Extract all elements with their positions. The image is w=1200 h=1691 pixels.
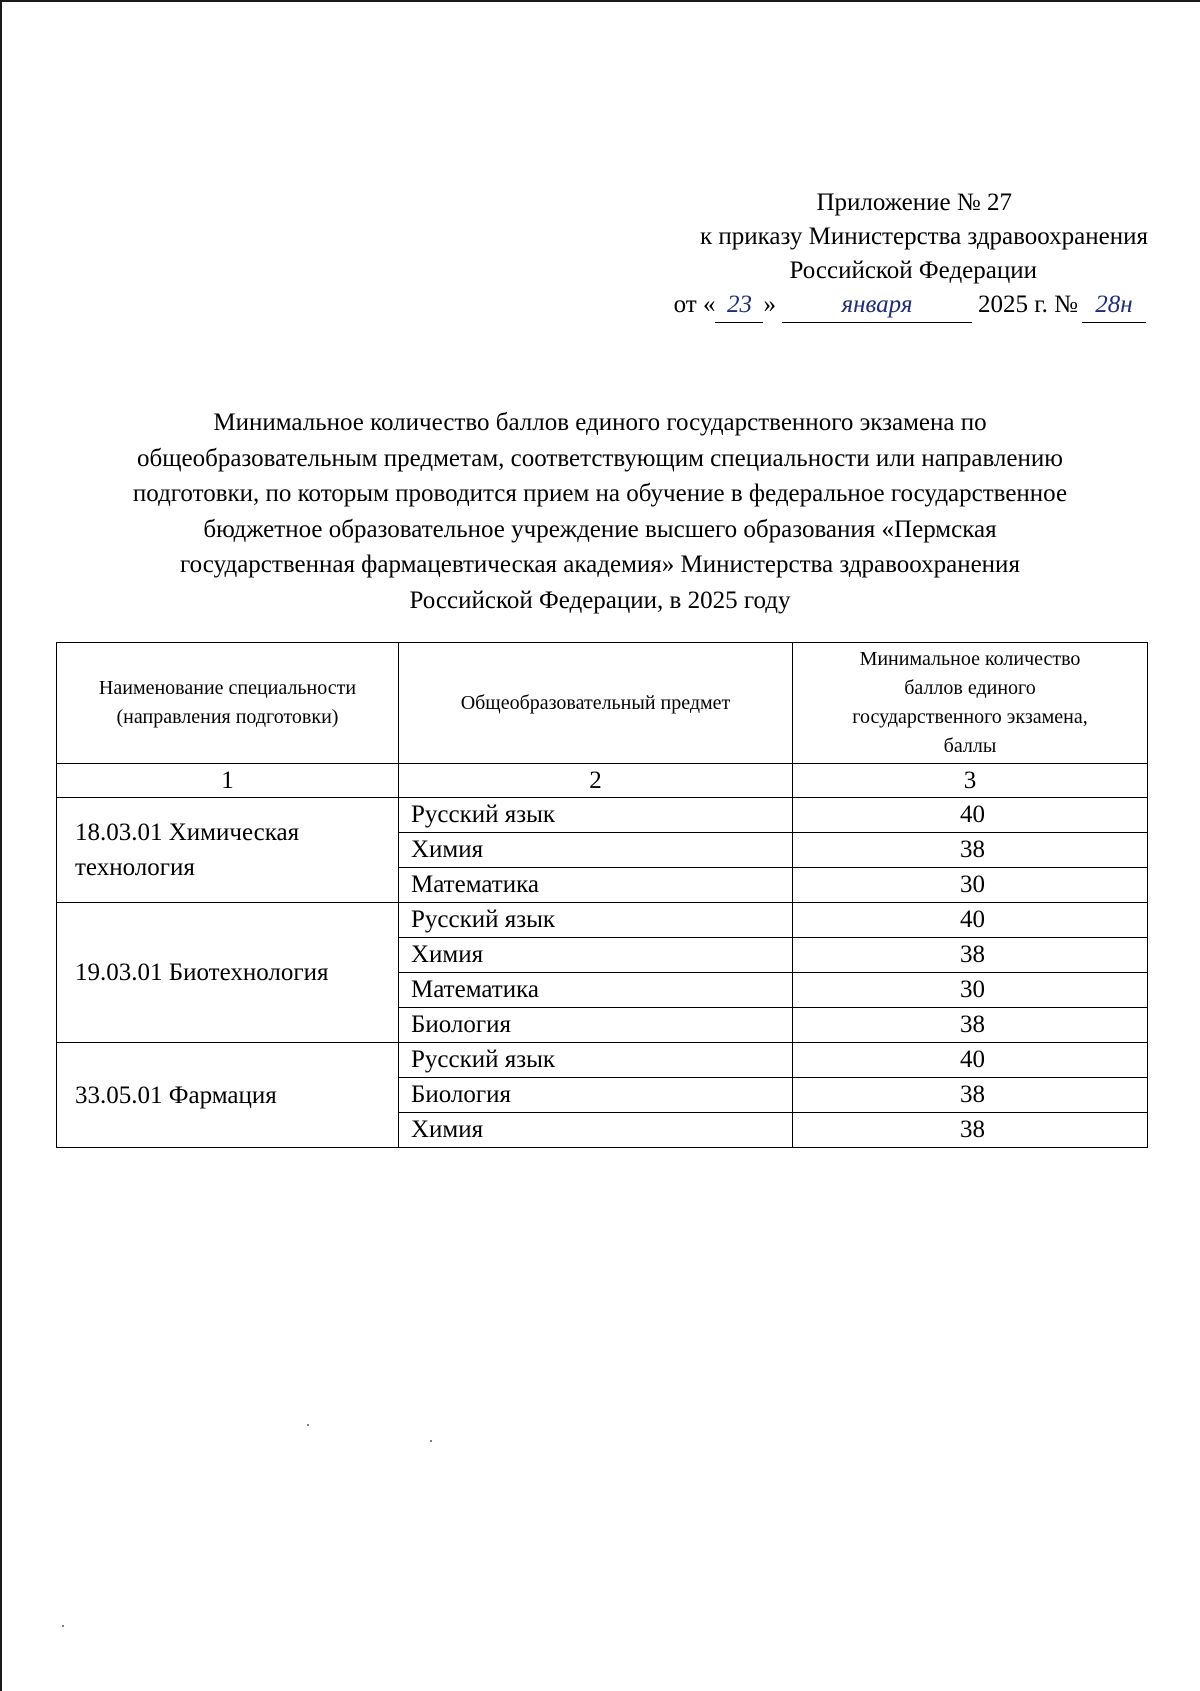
header-specialty-line: (направления подготовки) <box>116 706 339 728</box>
column-number: 3 <box>793 764 1148 798</box>
header-specialty-line: Наименование специальности <box>98 677 357 699</box>
header-min-score-line: государственного экзамена, <box>852 706 1088 728</box>
table-row <box>57 903 1148 938</box>
document-title <box>60 405 1140 618</box>
score-cell: 40 <box>793 798 1148 833</box>
subject-cell: Русский язык <box>399 903 793 938</box>
title-line: общеобразовательным предметам, соответствующим специальности или направлению <box>137 444 1063 472</box>
date-year: 2025 г. № <box>977 291 1078 318</box>
scan-speck <box>307 1424 309 1426</box>
handwritten-month-text: января <box>841 291 913 318</box>
handwritten-order-number <box>1082 288 1146 323</box>
score-cell: 38 <box>793 938 1148 973</box>
specialty-cell: 33.05.01 Фармация <box>57 1043 399 1148</box>
score-cell: 38 <box>793 1113 1148 1148</box>
score-cell: 38 <box>793 833 1148 868</box>
date-prefix: от « <box>673 291 716 318</box>
title-line: Минимальное количество баллов единого государственного экзамена по <box>213 409 987 436</box>
score-cell: 38 <box>793 1008 1148 1043</box>
handwritten-day <box>715 288 763 323</box>
order-date-line <box>600 288 1160 323</box>
header-subject: Общеобразовательный предмет <box>399 643 793 764</box>
score-table <box>56 642 1148 1148</box>
score-cell: 40 <box>793 1043 1148 1078</box>
title-line: государственная фармацевтическая академия» Министерства здравоохранения <box>180 551 1020 578</box>
subject-cell: Математика <box>399 973 793 1008</box>
scan-speck <box>430 1440 432 1442</box>
subject-cell: Химия <box>399 833 793 868</box>
handwritten-day-text: 23 <box>726 291 752 318</box>
subject-cell: Русский язык <box>399 798 793 833</box>
header-min-score-line: Минимальное количество <box>859 648 1081 670</box>
order-reference: к приказу Министерства здравоохранения <box>699 223 1148 250</box>
subject-cell: Химия <box>399 938 793 973</box>
date-quote-close: » <box>763 291 776 318</box>
header-min-score-line: баллы <box>943 735 997 757</box>
subject-cell: Биология <box>399 1008 793 1043</box>
specialty-name-line: технология <box>75 854 195 881</box>
title-line: Российской Федерации, в 2025 году <box>409 586 791 614</box>
subject-cell: Русский язык <box>399 1043 793 1078</box>
title-line: бюджетное образовательное учреждение высшего образования «Пермская <box>203 515 997 543</box>
score-cell: 40 <box>793 903 1148 938</box>
subject-cell: Химия <box>399 1113 793 1148</box>
score-cell: 30 <box>793 973 1148 1008</box>
header-min-score <box>793 643 1148 764</box>
specialty-cell <box>57 798 399 903</box>
table-header-row <box>57 643 1148 764</box>
column-number-row <box>57 764 1148 798</box>
column-number: 1 <box>57 764 399 798</box>
handwritten-order-number-text: 28н <box>1095 291 1133 318</box>
title-line: подготовки, по которым проводится прием на обучение в федеральное государственное <box>132 480 1068 507</box>
score-cell: 30 <box>793 868 1148 903</box>
appendix-header <box>600 186 1160 323</box>
header-min-score-line: баллов единого <box>904 677 1036 699</box>
handwritten-month <box>782 288 972 323</box>
table-row <box>57 1043 1148 1078</box>
subject-cell: Биология <box>399 1078 793 1113</box>
header-specialty <box>57 643 399 764</box>
specialty-cell: 19.03.01 Биотехнология <box>57 903 399 1043</box>
subject-cell: Математика <box>399 868 793 903</box>
table-row <box>57 798 1148 833</box>
scan-speck <box>62 1625 64 1627</box>
appendix-number: Приложение № 27 <box>816 189 1012 216</box>
specialty-name-line: 18.03.01 Химическая <box>75 819 300 846</box>
federation-name: Российской Федерации <box>789 257 1037 284</box>
score-cell: 38 <box>793 1078 1148 1113</box>
column-number: 2 <box>399 764 793 798</box>
